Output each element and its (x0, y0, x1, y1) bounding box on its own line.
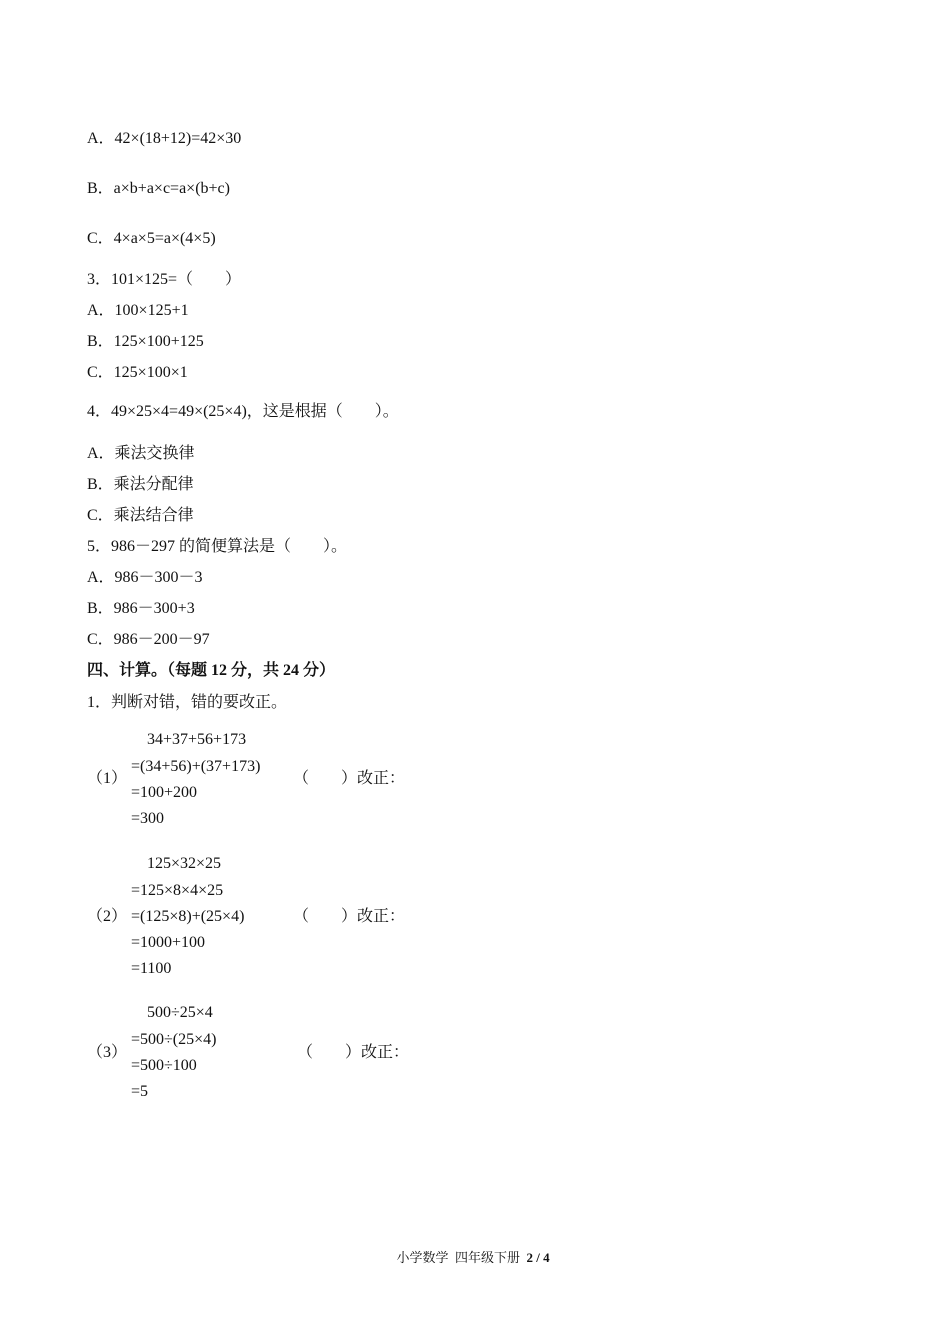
text-line: =100+200 (131, 784, 198, 801)
text-line: C．4×a×5=a×(4×5) (87, 230, 216, 247)
text-line: （1） (87, 770, 128, 787)
text-line: A．乘法交换律 (87, 445, 195, 462)
text-line: =(34+56)+(37+173) (131, 758, 261, 775)
page-number: 2 / 4 (526, 1250, 550, 1265)
text-line: A．100×125+1 (87, 302, 189, 319)
text-line: B．a×b+a×c=a×(b+c) (87, 180, 230, 197)
text-line: 125×32×25 (147, 855, 222, 872)
text-line: 500÷25×4 (147, 1004, 213, 1021)
text-line: =5 (131, 1083, 149, 1100)
text-line: =1100 (131, 960, 172, 977)
text-line: =(125×8)+(25×4) (131, 908, 245, 925)
text-line: B．125×100+125 (87, 333, 204, 350)
text-line: 34+37+56+173 (147, 731, 247, 748)
text-line: =500÷(25×4) (131, 1031, 217, 1048)
page-footer (390, 1228, 550, 1268)
text-line: A．42×(18+12)=42×30 (87, 130, 242, 147)
text-line: 4．49×25×4=49×(25×4)，这是根据（ ）。 (87, 403, 399, 420)
footer-title: 小学数学 四年级下册 (396, 1250, 527, 1265)
text-line: 四、计算。（每题 12 分，共 24 分） (87, 662, 336, 679)
text-line: A．986－300－3 (87, 569, 203, 586)
text-line: =125×8×4×25 (131, 882, 224, 899)
text-line: （ ）改正： (297, 1044, 410, 1061)
text-line: B．乘法分配律 (87, 476, 194, 493)
text-line: （ ）改正： (293, 770, 406, 787)
text-line: 3．101×125=（ ） (87, 271, 242, 288)
text-line: =300 (131, 810, 165, 827)
text-line: B．986－300+3 (87, 600, 195, 617)
text-line: C．125×100×1 (87, 364, 188, 381)
text-line: =500÷100 (131, 1057, 197, 1074)
text-line: 1．判断对错，错的要改正。 (87, 694, 288, 711)
text-line: =1000+100 (131, 934, 206, 951)
text-line: 5．986－297 的简便算法是（ ）。 (87, 538, 348, 555)
text-line: （3） (87, 1044, 128, 1061)
text-line: C．986－200－97 (87, 631, 210, 648)
text-line: （2） (87, 908, 128, 925)
text-line: C．乘法结合律 (87, 507, 194, 524)
text-line: （ ）改正： (293, 908, 406, 925)
